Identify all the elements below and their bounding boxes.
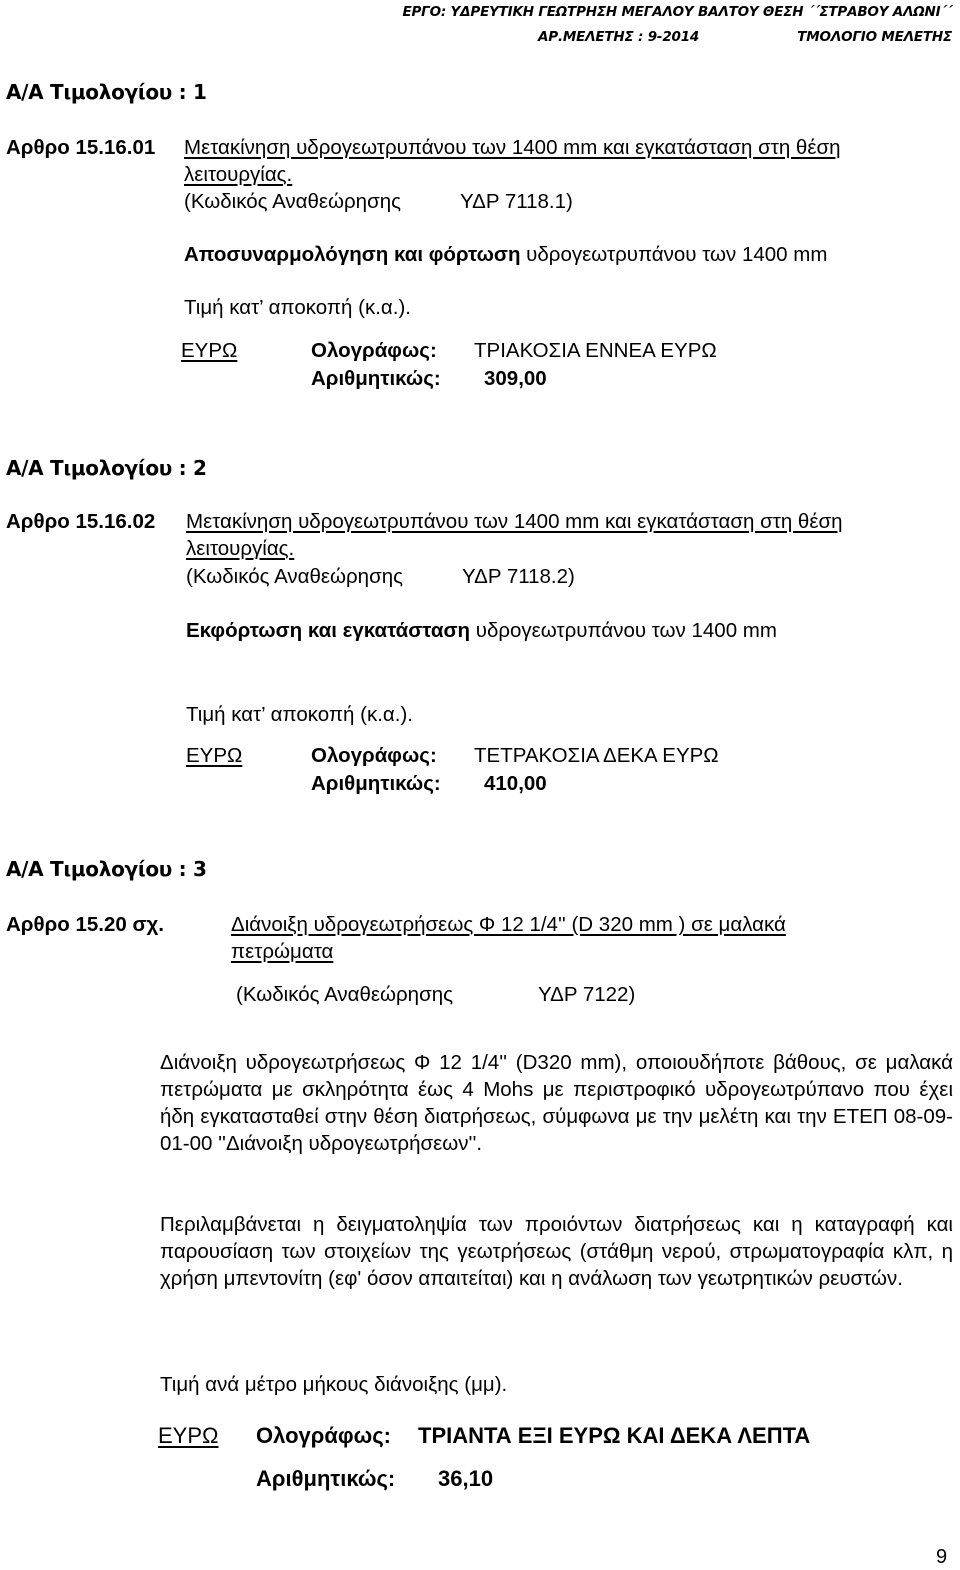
page-number: 9 bbox=[936, 1546, 948, 1568]
price-unit: Τιμή κατ’ αποκοπή (κ.α.). bbox=[184, 296, 411, 319]
header-study-number: ΑΡ.ΜΕΛΕΤΗΣ : 9-2014 bbox=[538, 29, 700, 45]
revision-code-value: ΥΔΡ 7118.1) bbox=[460, 190, 573, 213]
article-number: Αρθρο 15.16.02 bbox=[6, 510, 156, 533]
amount-words-label: Ολογράφως: bbox=[256, 1423, 391, 1448]
article-description-cont: πετρώματα bbox=[231, 940, 334, 963]
revision-code-value: ΥΔΡ 7118.2) bbox=[462, 565, 575, 588]
revision-code-value: ΥΔΡ 7122) bbox=[538, 983, 636, 1006]
currency-label: ΕΥΡΩ bbox=[186, 744, 243, 767]
revision-code-label: (Κωδικός Αναθεώρησης bbox=[186, 565, 404, 588]
currency-label: ΕΥΡΩ bbox=[158, 1423, 219, 1448]
article-description-cont: λειτουργίας. bbox=[184, 163, 293, 186]
amount-number-label: Αριθμητικώς: bbox=[311, 772, 441, 795]
header-project-title: ΕΡΓΟ: ΥΔΡΕΥΤΙΚΗ ΓΕΩΤΡΗΣΗ ΜΕΓΑΛΟΥ ΒΑΛΤΟΥ ΘΕΣΗ ΄΄ΣΤΡΑΒΟΥ ΑΛΩΝΙ΄΄ bbox=[402, 4, 952, 20]
amount-number-value: 36,10 bbox=[438, 1466, 494, 1491]
amount-words-value: ΤΡΙΑΝΤΑ ΕΞΙ ΕΥΡΩ ΚΑΙ ΔΕΚΑ ΛΕΠΤΑ bbox=[418, 1423, 811, 1448]
amount-number-label: Αριθμητικώς: bbox=[311, 367, 441, 390]
item-number: Α/Α Τιμολογίου : 1 bbox=[6, 80, 207, 104]
price-unit: Τιμή ανά μέτρο μήκους διάνοιξης (μμ). bbox=[160, 1373, 508, 1396]
article-number: Αρθρο 15.16.01 bbox=[6, 136, 156, 159]
header-doc-type: ΤΜΟΛΟΓΙΟ ΜΕΛΕΤΗΣ bbox=[797, 29, 952, 45]
revision-code-label: (Κωδικός Αναθεώρησης bbox=[236, 983, 454, 1006]
item-number: Α/Α Τιμολογίου : 3 bbox=[6, 857, 207, 881]
amount-number-value: 309,00 bbox=[484, 367, 547, 390]
amount-words-label: Ολογράφως: bbox=[311, 339, 437, 362]
price-unit: Τιμή κατ’ αποκοπή (κ.α.). bbox=[186, 703, 413, 726]
work-description: Αποσυναρμολόγηση και φόρτωση υδρογεωτρυπάνου των 1400 mm bbox=[184, 243, 828, 266]
article-description-cont: λειτουργίας. bbox=[186, 537, 295, 560]
article-description: Μετακίνηση υδρογεωτρυπάνου των 1400 mm και εγκατάσταση στη θέση bbox=[186, 510, 843, 533]
item-number: Α/Α Τιμολογίου : 2 bbox=[6, 456, 207, 480]
amount-words-value: ΤΕΤΡΑΚΟΣΙΑ ΔΕΚΑ ΕΥΡΩ bbox=[474, 744, 719, 767]
article-number: Αρθρο 15.20 σχ. bbox=[6, 913, 164, 936]
article-description: Μετακίνηση υδρογεωτρυπάνου των 1400 mm και εγκατάσταση στη θέση bbox=[184, 136, 841, 159]
amount-number-label: Αριθμητικώς: bbox=[256, 1466, 396, 1491]
revision-code-label: (Κωδικός Αναθεώρησης bbox=[184, 190, 402, 213]
currency-label: ΕΥΡΩ bbox=[181, 339, 238, 362]
work-description: Εκφόρτωση και εγκατάσταση υδρογεωτρυπάνου των 1400 mm bbox=[186, 619, 777, 642]
article-description: Διάνοιξη υδρογεωτρήσεως Φ 12 1/4'' (D 320 mm ) σε μαλακά bbox=[231, 913, 786, 936]
amount-number-value: 410,00 bbox=[484, 772, 547, 795]
amount-words-label: Ολογράφως: bbox=[311, 744, 437, 767]
amount-words-value: ΤΡΙΑΚΟΣΙΑ ΕΝΝΕΑ ΕΥΡΩ bbox=[474, 339, 717, 362]
item-description-paragraph: Διάνοιξη υδρογεωτρήσεως Φ 12 1/4'' (D320 mm), οποιουδήποτε βάθους, σε μαλακά πετρώματα με σκληρότητα έως 4 Mohs με περιστροφικό υδρογεωτρύπανο που έχει ήδη εγκατασταθεί στην θέση διατρήσεως, σύμφωνα με την μελέτη και την ΕΤΕΠ 08-09-01-00 ''Διάνοιξη υδρογεωτρήσεων''. bbox=[160, 1051, 953, 1155]
item-inclusions-paragraph: Περιλαμβάνεται η δειγματοληψία των προιόντων διατρήσεως και η καταγραφή και παρουσίαση των στοιχείων της γεωτρήσεως (στάθμη νερού, στρωματογραφία κλπ, η χρήση μπεντονίτη (εφ' όσον απαιτείται) και η ανάλωση των γεωτρητικών ρευστών. bbox=[160, 1213, 953, 1290]
